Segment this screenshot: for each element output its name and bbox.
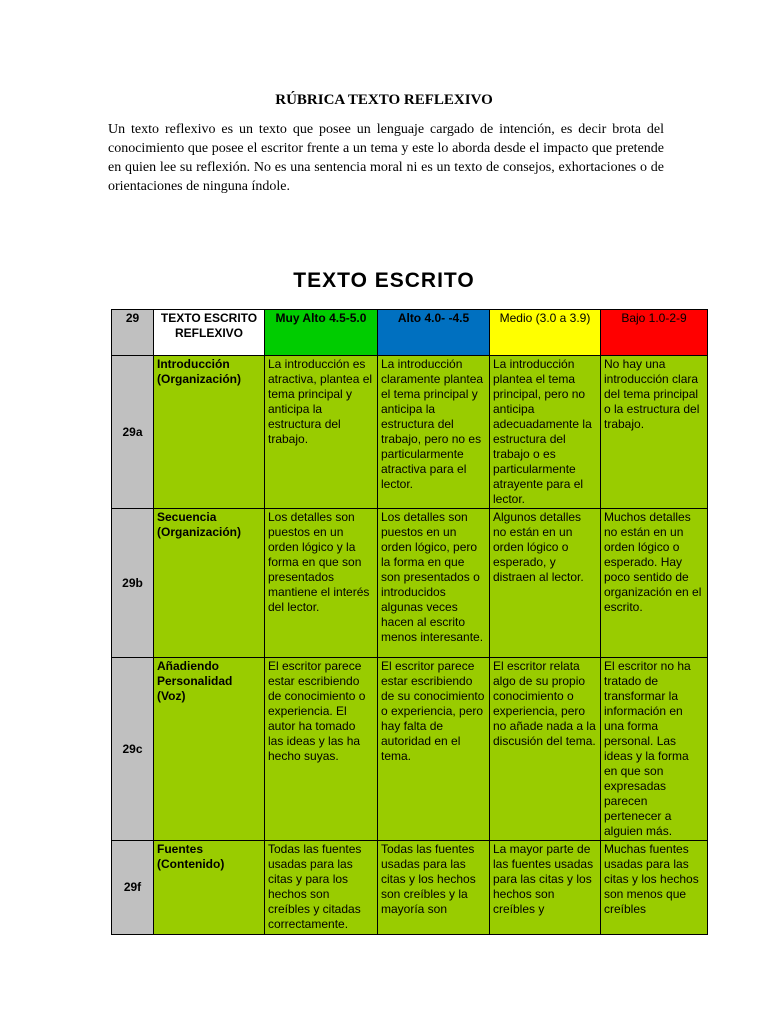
cell-muy-alto: Los detalles son puestos en un orden lógico y la forma en que son presentados mantiene el interés del lector. [265,509,378,658]
header-level-muy-alto: Muy Alto 4.5-5.0 [265,310,378,356]
row-criterion: Fuentes (Contenido) [154,841,265,935]
cell-muy-alto: La introducción es atractiva, plantea el tema principal y anticipa la estructura del trabajo. [265,356,378,509]
cell-bajo: Muchas fuentes usadas para las citas y los hechos son menos que creíbles [601,841,708,935]
cell-medio: La mayor parte de las fuentes usadas para las citas y los hechos son creíbles y [490,841,601,935]
cell-medio: Algunos detalles no están en un orden lógico o esperado, y distraen al lector. [490,509,601,658]
cell-alto: Los detalles son puestos en un orden lógico, pero la forma en que son presentados o introducidos algunas veces hacen al escrito menos interesante. [378,509,490,658]
cell-alto: El escritor parece estar escribiendo de su conocimiento o experiencia, pero hay falta de autoridad en el tema. [378,658,490,841]
intro-paragraph: Un texto reflexivo es un texto que posee un lenguaje cargado de intención, es decir brota del conocimiento que posee el escritor frente a un tema y este lo aborda desde el impacto que pretende en quien lee su reflexión. No es una sentencia moral ni es un texto de consejos, exhortaciones o de orientaciones de ninguna índole. [108,122,664,194]
section-title: TEXTO ESCRITO [293,269,475,292]
table-row [112,356,708,509]
document-title: RÚBRICA TEXTO REFLEXIVO [275,92,493,108]
cell-muy-alto: El escritor parece estar escribiendo de conocimiento o experiencia. El autor ha tomado las ideas y las ha hecho suyas. [265,658,378,841]
cell-alto: Todas las fuentes usadas para las citas y los hechos son creíbles y la mayoría son [378,841,490,935]
header-level-bajo: Bajo 1.0-2-9 [601,310,708,356]
cell-bajo: No hay una introducción clara del tema principal o la estructura del trabajo. [601,356,708,509]
row-criterion: Añadiendo Personalidad (Voz) [154,658,265,841]
cell-alto: La introducción claramente plantea el tema principal y anticipa la estructura del trabajo, pero no es particularmente atractiva para el lector. [378,356,490,509]
header-level-medio: Medio (3.0 a 3.9) [490,310,601,356]
row-id: 29c [112,658,154,841]
row-criterion: Secuencia (Organización) [154,509,265,658]
header-number: 29 [112,310,154,356]
header-level-alto: Alto 4.0- -4.5 [378,310,490,356]
row-id: 29b [112,509,154,658]
table-row [112,658,708,841]
row-criterion: Introducción (Organización) [154,356,265,509]
header-row [112,310,708,356]
table-row [112,509,708,658]
table-row [112,841,708,935]
rubric-table [111,309,708,935]
row-id: 29a [112,356,154,509]
cell-bajo: Muchos detalles no están en un orden lógico o esperado. Hay poco sentido de organización en el escrito. [601,509,708,658]
cell-medio: El escritor relata algo de su propio conocimiento o experiencia, pero no añade nada a la discusión del tema. [490,658,601,841]
header-criterion: TEXTO ESCRITO REFLEXIVO [154,310,265,356]
row-id: 29f [112,841,154,935]
cell-bajo: El escritor no ha tratado de transformar la información en una forma personal. Las ideas y la forma en que son expresadas parecen pertenecer a alguien más. [601,658,708,841]
cell-medio: La introducción plantea el tema principal, pero no anticipa adecuadamente la estructura del trabajo o es particularmente atrayente para el lector. [490,356,601,509]
cell-muy-alto: Todas las fuentes usadas para las citas y para los hechos son creíbles y citadas correctamente. [265,841,378,935]
